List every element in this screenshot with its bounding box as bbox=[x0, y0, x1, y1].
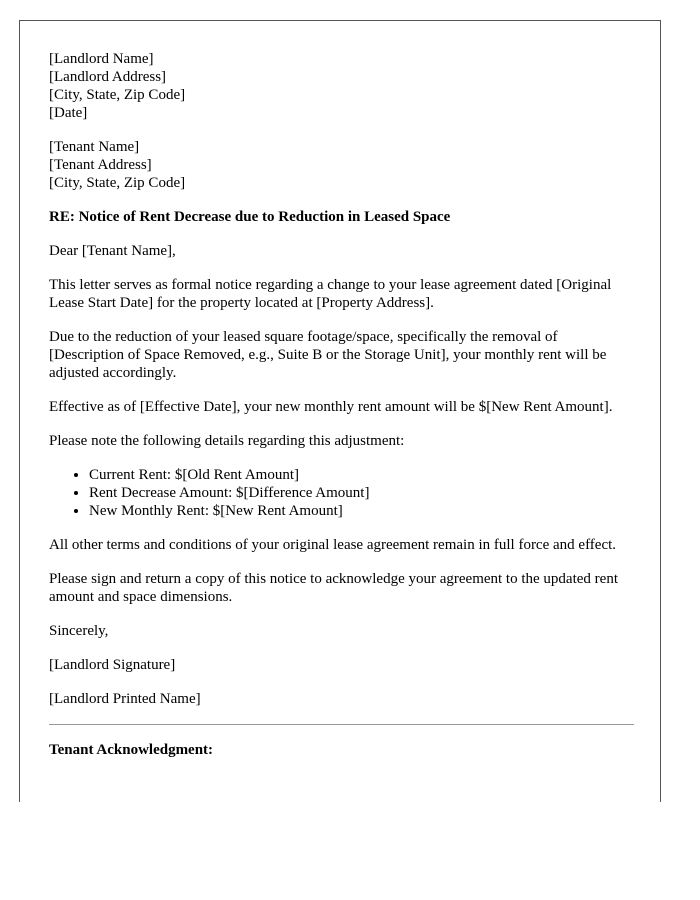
landlord-city-state-zip: [City, State, Zip Code] bbox=[49, 87, 186, 103]
subject-line: RE: Notice of Rent Decrease due to Reduction in Leased Space bbox=[49, 209, 451, 225]
section-divider bbox=[49, 724, 634, 725]
tenant-name: [Tenant Name] bbox=[49, 139, 140, 155]
paragraph-effective-date: Effective as of [Effective Date], your new monthly rent amount will be $[New Rent Amount]. bbox=[49, 399, 613, 415]
paragraph-lease-notice: This letter serves as formal notice regarding a change to your lease agreement dated [Original Lease Start Date] for the property located at [Property Address]. bbox=[49, 277, 612, 311]
landlord-printed-name: [Landlord Printed Name] bbox=[49, 691, 201, 707]
letter-content bbox=[49, 50, 634, 759]
tenant-address-block bbox=[49, 138, 634, 192]
landlord-address: [Landlord Address] bbox=[49, 69, 167, 85]
letter-page bbox=[19, 20, 661, 802]
list-item-current-rent: • Current Rent: $[Old Rent Amount] bbox=[89, 466, 634, 484]
tenant-acknowledgment-heading: Tenant Acknowledgment: bbox=[49, 742, 214, 758]
tenant-city-state-zip: [City, State, Zip Code] bbox=[49, 175, 186, 191]
paragraph-sign-return: Please sign and return a copy of this notice to acknowledge your agreement to the updated rent amount and space dimensions. bbox=[49, 571, 618, 605]
paragraph-terms-remain: All other terms and conditions of your original lease agreement remain in full force and effect. bbox=[49, 537, 617, 553]
list-item-new-rent: • New Monthly Rent: $[New Rent Amount] bbox=[89, 502, 634, 520]
closing: Sincerely, bbox=[49, 623, 109, 639]
paragraph-space-reduction: Due to the reduction of your leased square footage/space, specifically the removal of [Description of Space Removed, e.g., Suite B or the Storage Unit], your monthly rent will be adjusted accordingly. bbox=[49, 329, 607, 381]
landlord-signature: [Landlord Signature] bbox=[49, 657, 176, 673]
details-intro: Please note the following details regarding this adjustment: bbox=[49, 433, 405, 449]
rent-details-list bbox=[49, 466, 634, 520]
list-item-rent-decrease: • Rent Decrease Amount: $[Difference Amount] bbox=[89, 484, 634, 502]
landlord-name: [Landlord Name] bbox=[49, 51, 154, 67]
tenant-address: [Tenant Address] bbox=[49, 157, 152, 173]
landlord-address-block bbox=[49, 50, 634, 122]
salutation: Dear [Tenant Name], bbox=[49, 243, 176, 259]
letter-date: [Date] bbox=[49, 105, 88, 121]
